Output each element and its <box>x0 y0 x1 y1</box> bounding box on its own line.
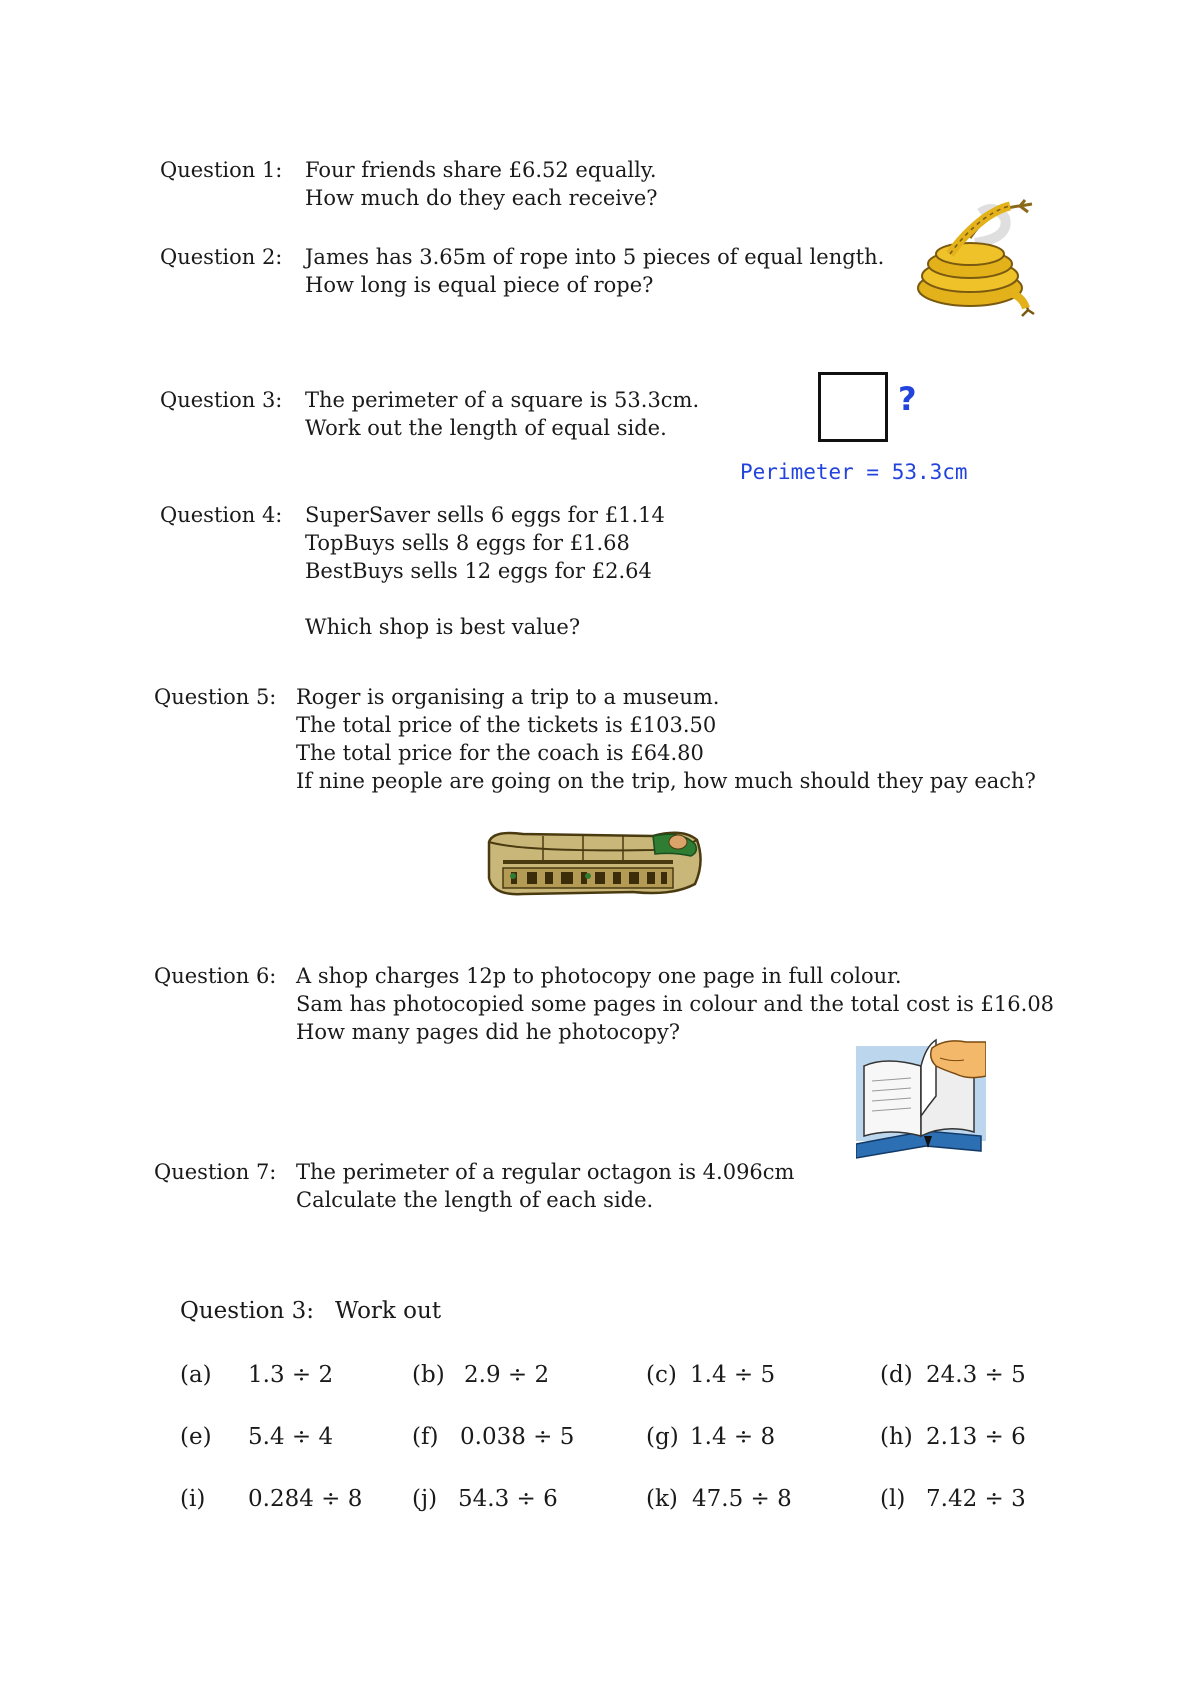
item-letter: (c) <box>646 1362 677 1388</box>
question-line: Four friends share £6.52 equally. <box>305 158 657 182</box>
item-letter: (h) <box>880 1424 913 1450</box>
item-expression: 0.284 ÷ 8 <box>248 1486 363 1512</box>
item-letter: (a) <box>180 1362 212 1388</box>
question-line: BestBuys sells 12 eggs for £2.64 <box>305 559 652 583</box>
work-out-heading <box>180 1298 441 1324</box>
item-expression: 5.4 ÷ 4 <box>248 1424 334 1450</box>
item-letter: (i) <box>180 1486 206 1512</box>
question-text <box>305 156 658 212</box>
question-line: Sam has photocopied some pages in colour and the total cost is £16.08 <box>296 992 1055 1016</box>
rope-coil-image <box>910 198 1035 318</box>
open-book-hand-image <box>856 1036 986 1161</box>
question-line: A shop charges 12p to photocopy one page in full colour. <box>296 964 902 988</box>
item-expression: 1.4 ÷ 5 <box>690 1362 776 1388</box>
work-out-item <box>646 1424 775 1450</box>
item-letter: (f) <box>412 1424 439 1450</box>
question-line: Calculate the length of each side. <box>296 1188 654 1212</box>
question-text <box>296 1158 794 1214</box>
work-out-item <box>180 1424 333 1450</box>
question-label: Question 2: <box>160 245 283 269</box>
work-out-item <box>180 1486 362 1512</box>
work-out-item <box>412 1362 549 1388</box>
item-letter: (b) <box>412 1362 445 1388</box>
work-out-item <box>880 1424 1026 1450</box>
question-line: Which shop is best value? <box>305 615 581 639</box>
question-line: The perimeter of a square is 53.3cm. <box>305 388 700 412</box>
question-text <box>296 683 1036 795</box>
question-label: Question 5: <box>154 685 277 709</box>
question-label: Question 7: <box>154 1160 277 1184</box>
work-out-item <box>880 1486 1026 1512</box>
question-line: How much do they each receive? <box>305 186 658 210</box>
item-expression: 24.3 ÷ 5 <box>926 1362 1026 1388</box>
question-line: Roger is organising a trip to a museum. <box>296 685 720 709</box>
item-letter: (j) <box>412 1486 438 1512</box>
question-line: The total price of the tickets is £103.50 <box>296 713 717 737</box>
perimeter-label: Perimeter = 53.3cm <box>740 460 968 484</box>
item-expression: 0.038 ÷ 5 <box>460 1424 575 1450</box>
work-out-item <box>880 1362 1026 1388</box>
item-expression: 2.9 ÷ 2 <box>464 1362 550 1388</box>
item-letter: (d) <box>880 1362 913 1388</box>
question-text <box>305 243 884 299</box>
work-out-title: Work out <box>335 1298 442 1324</box>
item-expression: 7.42 ÷ 3 <box>926 1486 1026 1512</box>
square-diagram <box>818 372 888 442</box>
question-label: Question 3: <box>160 388 283 412</box>
work-out-item <box>412 1424 574 1450</box>
question-line: James has 3.65m of rope into 5 pieces of equal length. <box>305 245 885 269</box>
item-letter: (k) <box>646 1486 678 1512</box>
work-out-item <box>412 1486 558 1512</box>
item-expression: 1.3 ÷ 2 <box>248 1362 334 1388</box>
item-expression: 2.13 ÷ 6 <box>926 1424 1026 1450</box>
sarcophagus-image <box>483 822 705 902</box>
item-letter: (e) <box>180 1424 212 1450</box>
question-line: If nine people are going on the trip, how much should they pay each? <box>296 769 1036 793</box>
item-expression: 47.5 ÷ 8 <box>692 1486 792 1512</box>
question-line: How many pages did he photocopy? <box>296 1020 680 1044</box>
work-out-item <box>180 1362 333 1388</box>
work-out-label: Question 3: <box>180 1298 315 1324</box>
question-line: The total price for the coach is £64.80 <box>296 741 704 765</box>
work-out-item <box>646 1362 775 1388</box>
question-text <box>296 962 1054 1046</box>
item-letter: (g) <box>646 1424 679 1450</box>
item-expression: 1.4 ÷ 8 <box>690 1424 776 1450</box>
work-out-item <box>646 1486 792 1512</box>
question-line: SuperSaver sells 6 eggs for £1.14 <box>305 503 665 527</box>
question-text <box>305 501 665 641</box>
question-text <box>305 386 699 442</box>
question-label: Question 1: <box>160 158 283 182</box>
question-line: TopBuys sells 8 eggs for £1.68 <box>305 531 630 555</box>
question-label: Question 6: <box>154 964 277 988</box>
item-letter: (l) <box>880 1486 906 1512</box>
question-line: How long is equal piece of rope? <box>305 273 654 297</box>
question-mark: ? <box>898 380 917 418</box>
question-line: The perimeter of a regular octagon is 4.096cm <box>296 1160 795 1184</box>
question-line: Work out the length of equal side. <box>305 416 667 440</box>
question-label: Question 4: <box>160 503 283 527</box>
item-expression: 54.3 ÷ 6 <box>458 1486 558 1512</box>
